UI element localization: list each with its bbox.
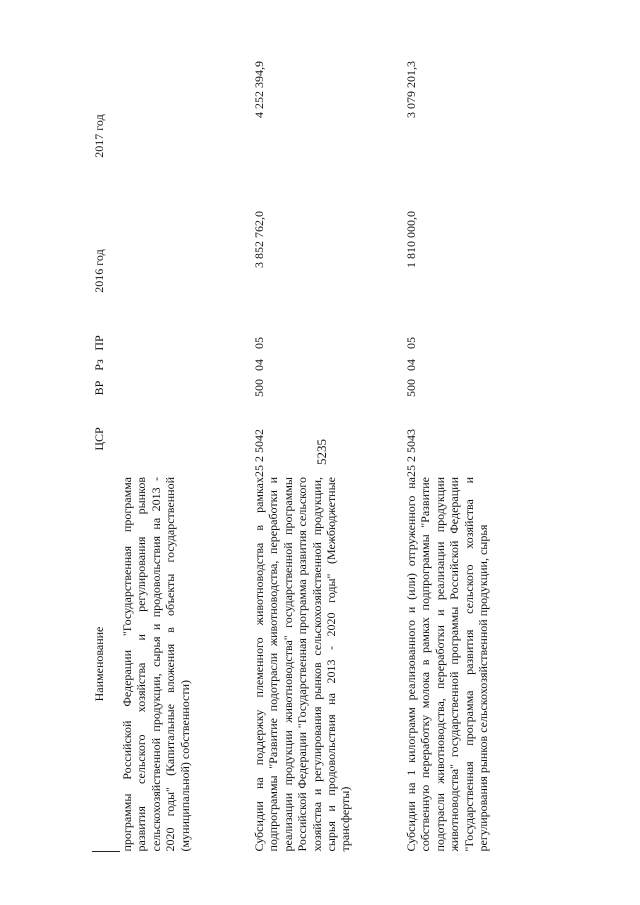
- row-pr: [120, 331, 252, 355]
- row-2017: 3 079 201,3: [404, 61, 418, 118]
- header-rz: Рз: [92, 359, 106, 371]
- row-vr: [120, 375, 252, 401]
- row-rz: [120, 355, 252, 375]
- header-2016: 2016 год: [92, 249, 106, 293]
- row-pr: 05: [252, 337, 266, 349]
- row-csr: 25 2 5043: [404, 429, 418, 477]
- row-pr: 05: [404, 337, 418, 349]
- table-body: [120, 61, 550, 852]
- row-rz: 04: [404, 359, 418, 371]
- row-rz: 04: [252, 359, 266, 371]
- row-name: Субсидии на поддержку племенного животноводства в рамках подпрограммы "Развитие подотрасли животноводства, переработки и реализации продукции животноводства" государственной программы Российской Федерации "Государственная программа развития сельского хозяйства и регулирования рынков сельскохозяйственной продукции, сырья и продовольствия на 2013 - 2020 годы" (Межбюджетные трансферты): [252, 477, 353, 852]
- header-pr: ПР: [92, 335, 106, 351]
- row-csr: [120, 401, 252, 477]
- header-2017: 2017 год: [92, 114, 106, 158]
- row-2017: 4 252 394,9: [252, 61, 266, 118]
- budget-table: [92, 61, 550, 852]
- header-row: [92, 61, 120, 852]
- page-number: 5235: [314, 439, 329, 465]
- header-vr: ВР: [92, 380, 106, 396]
- row-2017: [120, 61, 252, 211]
- header-name: Наименование: [92, 477, 120, 852]
- table-row: [404, 61, 550, 852]
- row-name: программы Российской Федерации "Государственная программа развития сельского хозяйства и регулирования рынков сельскохозяйственной продукции, сырья и продовольствия на 2013 - 2020 годы" (Капитальные вложения в объекты государственной (муниципальной) собственности): [120, 477, 192, 852]
- table-header: [92, 61, 120, 852]
- rotated-page-content: [92, 62, 550, 852]
- row-csr: 25 2 5042: [252, 429, 266, 477]
- table-row: [120, 61, 252, 852]
- row-2016: 3 852 762,0: [252, 211, 266, 268]
- row-2016: 1 810 000,0: [404, 211, 418, 268]
- table-row: [252, 61, 404, 852]
- header-csr: ЦСР: [92, 427, 106, 451]
- row-vr: 500: [252, 379, 266, 397]
- row-vr: 500: [404, 379, 418, 397]
- row-2016: [120, 211, 252, 331]
- row-name: Субсидии на 1 килограмм реализованного и (или) отгруженного на собственную переработку молока в рамках подпрограммы "Развитие подотрасли животноводства, переработки и реализации продукции животноводства" государственной программы Российской Федерации "Государственная программа развития сельского хозяйства и регулирования рынков сельскохозяйственной продукции, сырья: [404, 477, 491, 852]
